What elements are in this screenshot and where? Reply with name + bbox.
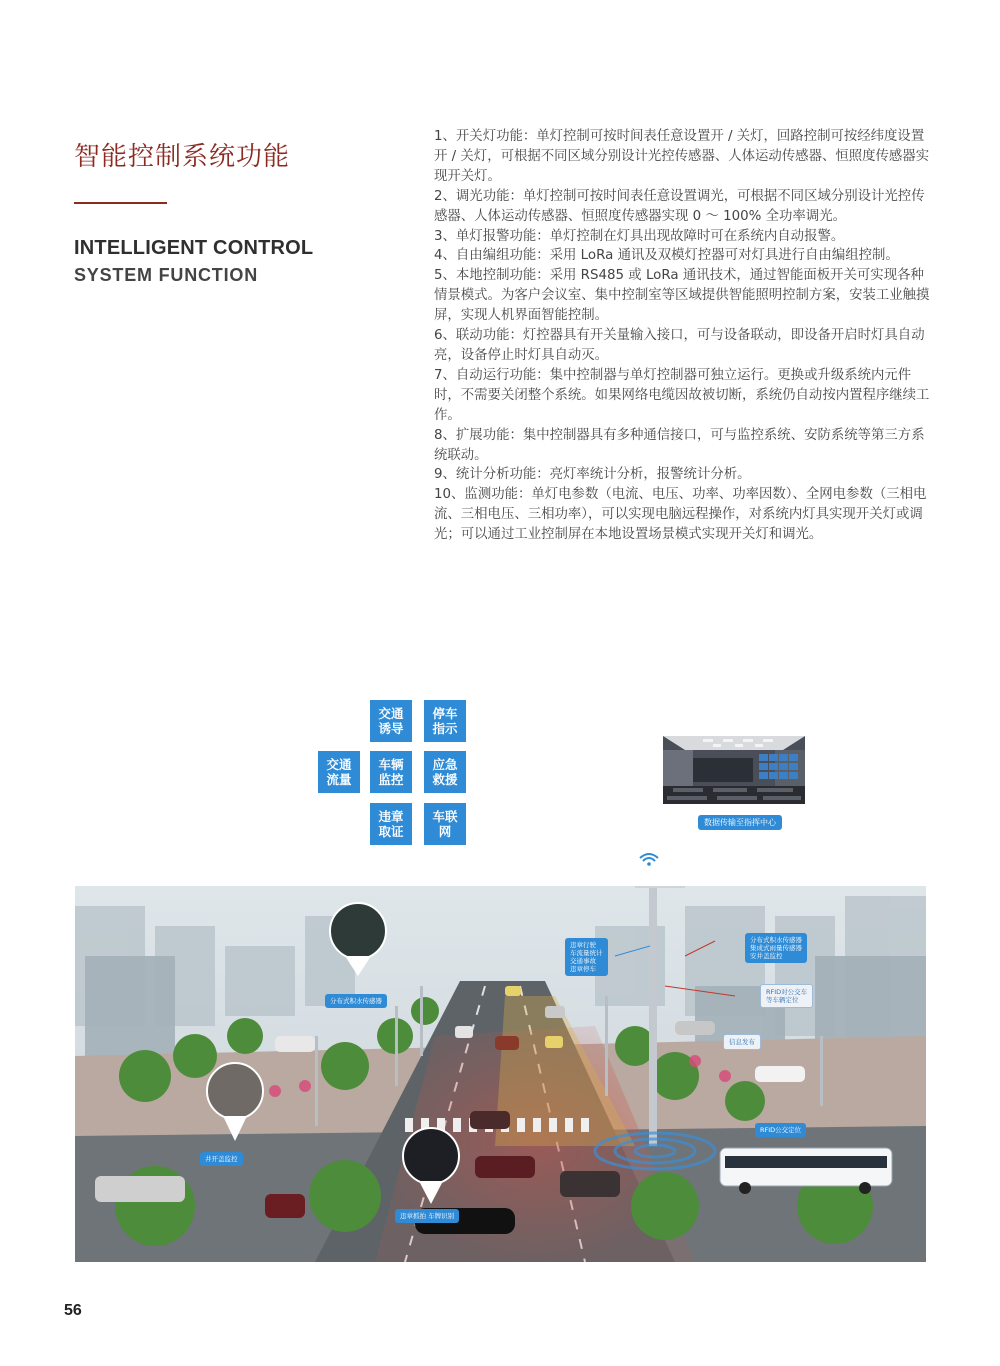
callout-traffic-info: 违章行驶 车流量统计 交通事故 违章停车 xyxy=(565,938,608,976)
tile-violation-capture: 违章 取证 xyxy=(370,803,412,845)
page-title-cn: 智能控制系统功能 xyxy=(74,142,291,172)
function-item: 1、开关灯功能：单灯控制可按时间表任意设置开 / 关灯，回路控制可按经纬度设置开 / 关灯，可根据不同区域分别设计光控传感器、人体运动传感器、恒照度传感器实现开关灯。 xyxy=(434,129,930,184)
function-item: 5、本地控制功能：采用 RS485 或 LoRa 通讯技术，通过智能面板开关可实现各种情景模式。为客户会议室、集中控制室等区域提供智能照明控制方案，安装工业触摸屏，实现人机界面智能控制。 xyxy=(434,268,930,324)
wifi-icon xyxy=(638,852,660,866)
page-number: 56 xyxy=(64,1302,82,1319)
function-item: 3、单灯报警功能：单灯控制在灯具出现故障时可在系统内自动报警。 xyxy=(434,228,845,244)
function-item: 2、调光功能：单灯控制可按时间表任意设置调光，可根据不同区域分别设计光控传感器、人体运动传感器、恒照度传感器实现 0 ～ 100% 全功率调光。 xyxy=(434,188,925,224)
callout-manhole: 井开盖监控 xyxy=(200,1152,243,1166)
function-item: 7、自动运行功能：集中控制器与单灯控制器可独立运行。更换或升级系统内元件时，不需要关闭整个系统。如果网络电缆因故被切断，系统仍自动按内置程序继续工作。 xyxy=(434,367,930,423)
tile-vehicle-monitor: 车辆 监控 xyxy=(370,751,412,793)
callout-plate-recognition: 违章抓拍 车牌识别 xyxy=(395,1209,459,1223)
callout-rfid-stop: RFID公交定位 xyxy=(755,1123,806,1137)
callout-water-sensor: 分布式积水传感器 xyxy=(325,994,387,1008)
function-item: 10、监测功能：单灯电参数（电流、电压、功率、功率因数）、全网电参数（三相电流、三相电压、三相功率），可以实现电脑远程操作，对系统内灯具实现开关灯或调光；可以通过工业控制屏在本地设置场景模式实现开关灯和调光。 xyxy=(434,487,927,543)
callout-rfid-bus: RFID对公交车 等车辆定位 xyxy=(760,984,813,1008)
smart-street-diagram xyxy=(75,886,926,1262)
function-list xyxy=(434,127,930,545)
tile-traffic-flow: 交通 流量 xyxy=(318,751,360,793)
control-center-label: 数据传输至指挥中心 xyxy=(698,815,782,830)
callout-sensor-group: 分布式积水传感器 集成式雨量传感器 安井盖监控 xyxy=(745,933,807,963)
tile-iov: 车联 网 xyxy=(424,803,466,845)
page-title-en-line2: SYSTEM FUNCTION xyxy=(74,265,259,285)
control-center-image xyxy=(663,736,805,804)
title-divider xyxy=(74,202,167,204)
page-title-en-line1: INTELLIGENT CONTROL xyxy=(74,237,314,259)
function-item: 9、统计分析功能：亮灯率统计分析，报警统计分析。 xyxy=(434,467,751,483)
callout-info-release: 信息发布 xyxy=(723,1034,761,1050)
function-item: 6、联动功能：灯控器具有开关量输入接口，可与设备联动，即设备开启时灯具自动亮，设备停止时灯具自动灭。 xyxy=(434,328,925,363)
tile-traffic-guidance: 交通 诱导 xyxy=(370,700,412,742)
tile-emergency-rescue: 应急 救援 xyxy=(424,751,466,793)
function-item: 8、扩展功能：集中控制器具有多种通信接口，可与监控系统、安防系统等第三方系统联动。 xyxy=(434,427,925,463)
function-item: 4、自由编组功能：采用 LoRa 通讯及双模灯控器可对灯具进行自由编组控制。 xyxy=(434,248,899,264)
tile-parking-guide: 停车 指示 xyxy=(424,700,466,742)
